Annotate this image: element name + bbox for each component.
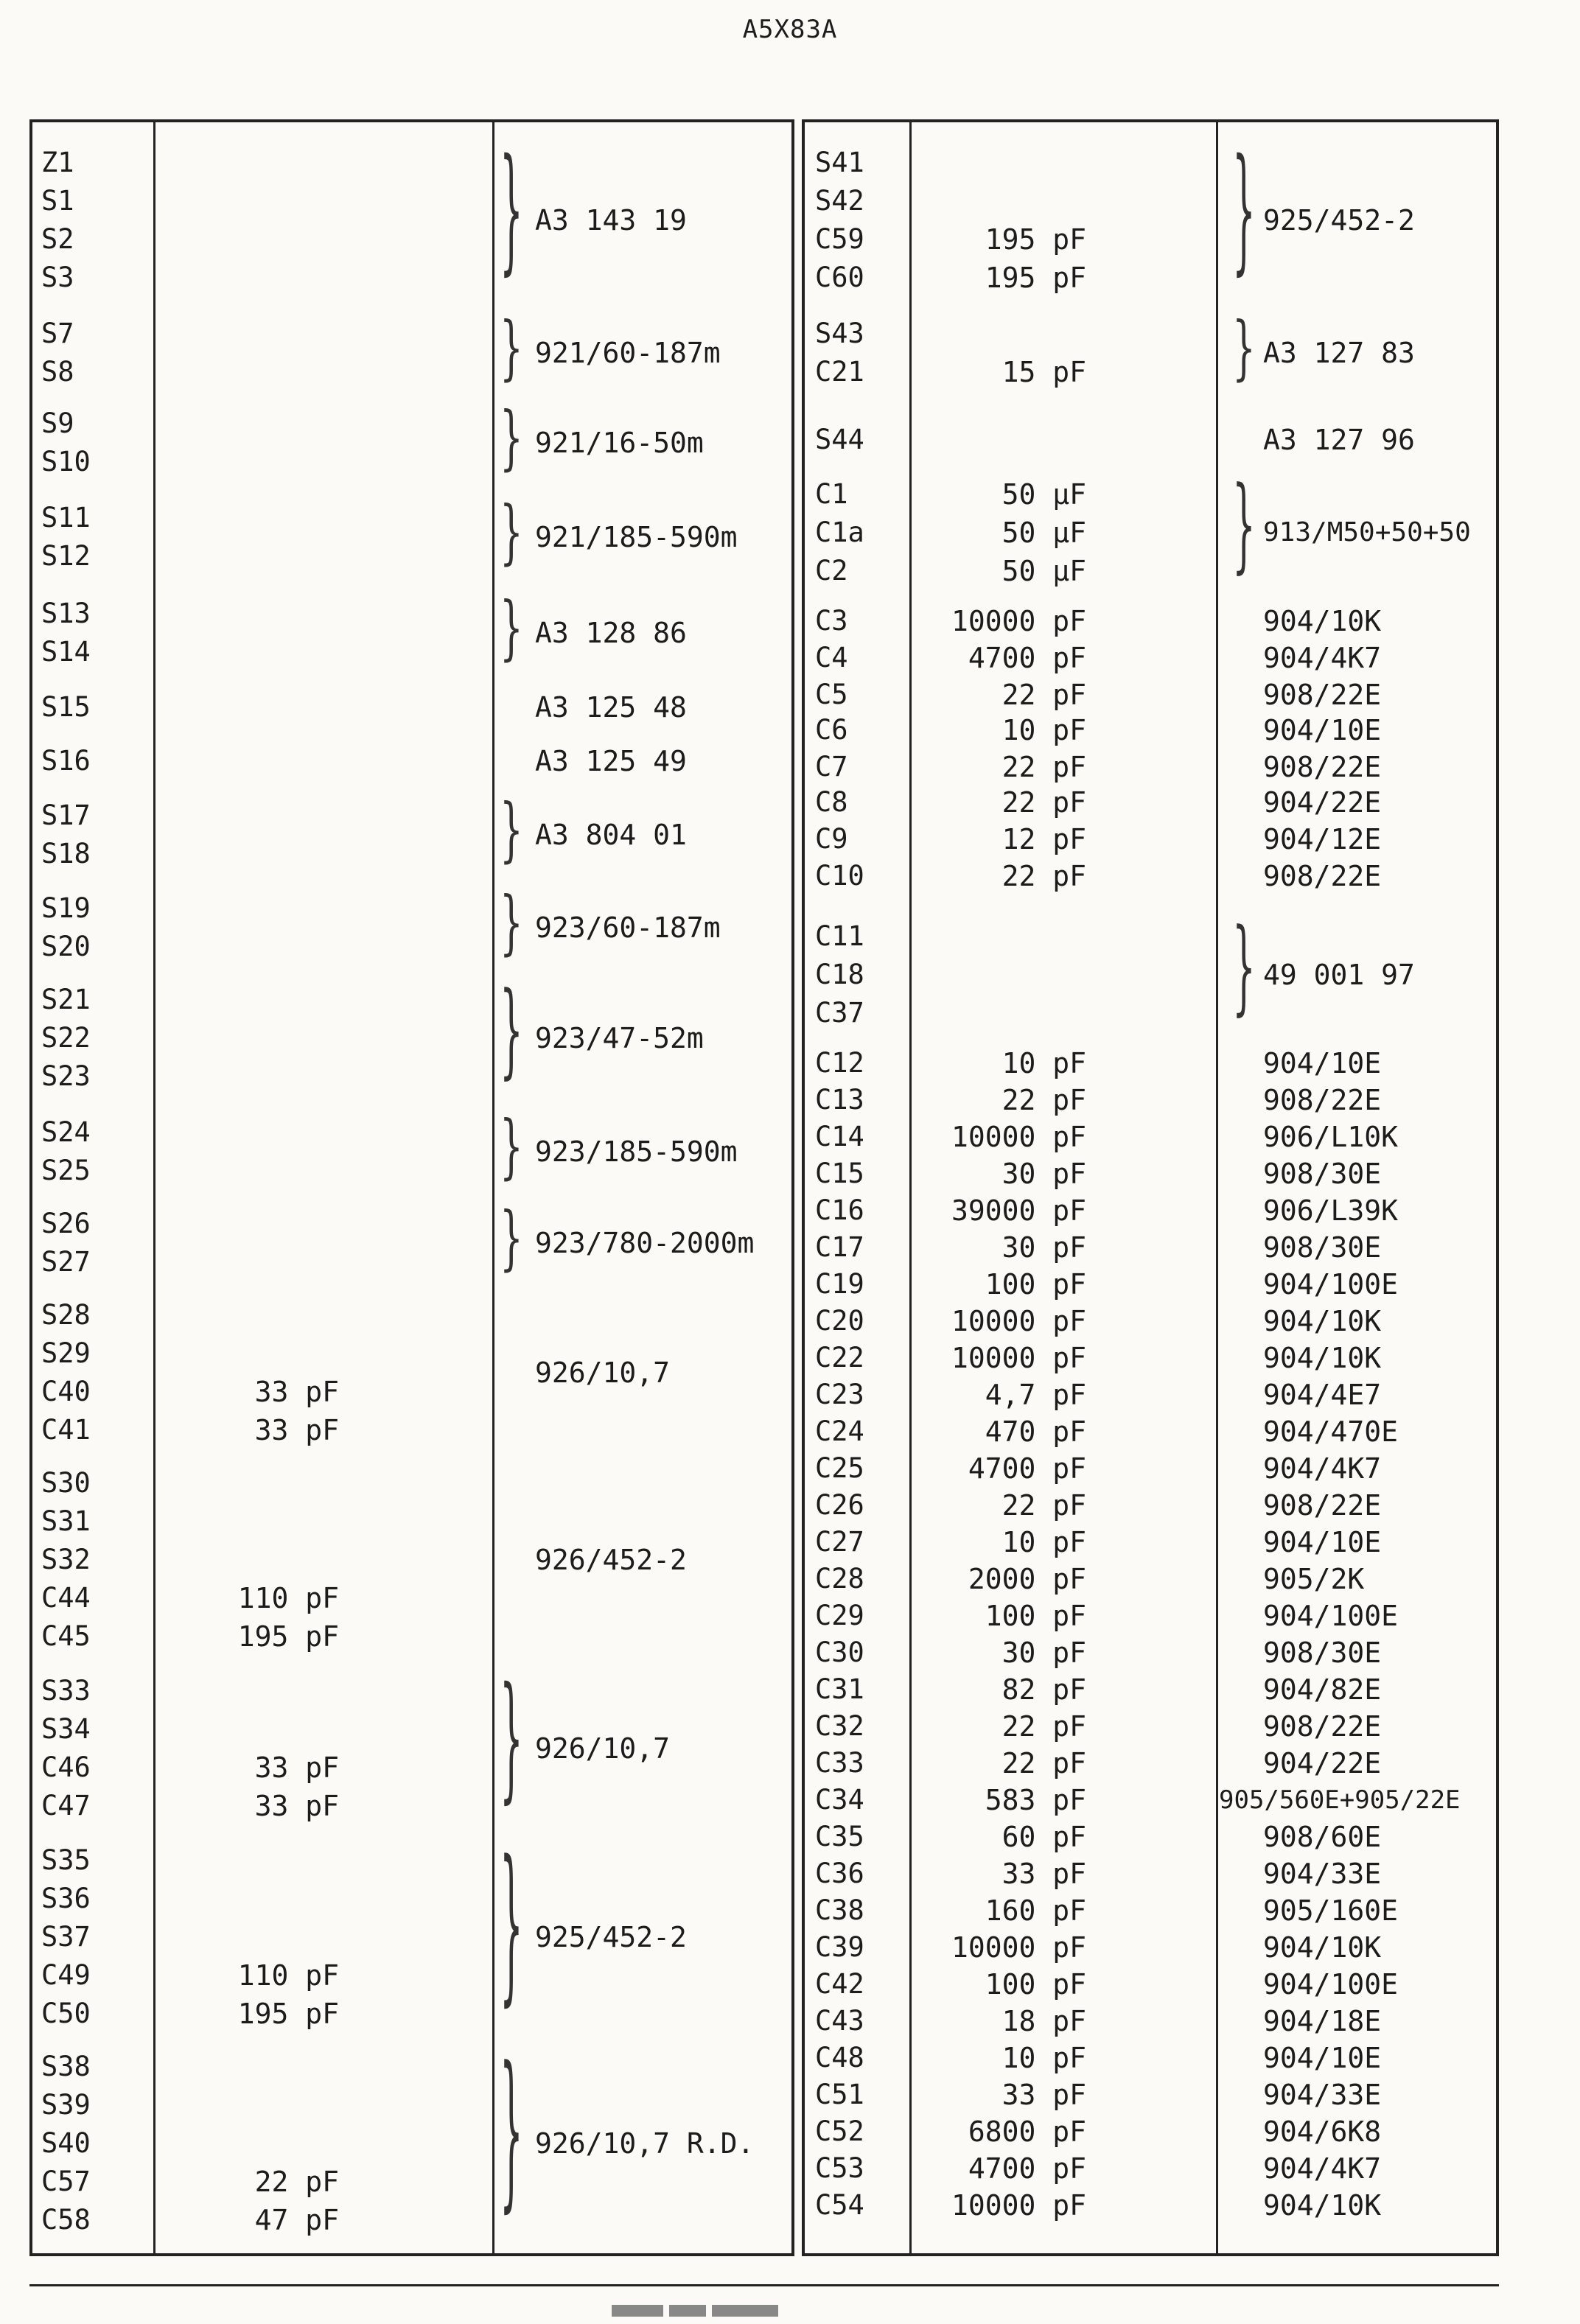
right-ref-cell: C53: [815, 2152, 864, 2184]
right-value-cell: 10 pF: [1002, 2042, 1086, 2074]
left-ref-cell: S2: [41, 223, 74, 255]
left-ref-cell: S24: [41, 1116, 91, 1148]
right-part-cell: 908/22E: [1263, 751, 1382, 783]
left-ref-cell: S19: [41, 892, 91, 924]
left-ref-cell: S31: [41, 1505, 91, 1537]
right-ref-cell: C22: [815, 1342, 864, 1373]
right-ref-cell: C52: [815, 2115, 864, 2147]
right-part-cell: 904/22E: [1263, 786, 1382, 819]
right-ref-cell: C8: [815, 786, 848, 818]
right-ref-cell: C51: [815, 2079, 864, 2110]
left-ref-cell: S11: [41, 502, 91, 533]
left-group-brace: }: [500, 1105, 523, 1187]
right-value-cell: 195 pF: [985, 223, 1086, 256]
left-group-brace: }: [500, 2031, 523, 2228]
left-part-cell: A3 125 48: [535, 691, 687, 724]
right-ref-cell: C6: [815, 714, 848, 746]
left-value-cell: 47 pF: [254, 2204, 339, 2236]
left-part-cell: 926/10,7 R.D.: [535, 2127, 755, 2160]
right-value-cell: 33 pF: [1002, 2079, 1086, 2111]
right-ref-cell: C37: [815, 997, 864, 1029]
left-ref-cell: C47: [41, 1790, 91, 1821]
left-part-cell: 923/60-187m: [535, 911, 721, 944]
left-part-cell: 926/10,7: [535, 1357, 671, 1389]
right-ref-cell: C10: [815, 860, 864, 892]
left-ref-cell: S29: [41, 1337, 91, 1369]
left-table-divider-2: [492, 121, 494, 2255]
left-part-cell: 923/185-590m: [535, 1135, 738, 1168]
left-value-cell: 110 pF: [237, 1959, 339, 1992]
right-part-cell: 904/10E: [1263, 714, 1382, 746]
left-ref-cell: S40: [41, 2127, 91, 2159]
left-part-cell: 921/16-50m: [535, 427, 704, 459]
right-value-cell: 50 µF: [1002, 517, 1086, 549]
right-part-cell: 904/4E7: [1263, 1379, 1382, 1411]
right-ref-cell: S43: [815, 318, 864, 349]
left-ref-cell: C45: [41, 1620, 91, 1652]
right-ref-cell: C42: [815, 1968, 864, 2000]
right-value-cell: 12 pF: [1002, 823, 1086, 855]
right-ref-cell: C29: [815, 1600, 864, 1631]
right-part-cell: 905/160E: [1263, 1894, 1399, 1927]
right-value-cell: 10000 pF: [951, 1342, 1086, 1374]
left-ref-cell: C44: [41, 1582, 91, 1614]
right-part-cell: 904/10K: [1263, 605, 1382, 637]
right-part-cell: 904/22E: [1263, 1747, 1382, 1779]
left-part-cell: 925/452-2: [535, 1921, 687, 1953]
left-ref-cell: S34: [41, 1713, 91, 1745]
left-ref-cell: S20: [41, 931, 91, 962]
right-value-cell: 22 pF: [1002, 1710, 1086, 1743]
left-ref-cell: S1: [41, 185, 74, 217]
right-ref-cell: S41: [815, 147, 864, 178]
left-group-brace: }: [500, 1659, 523, 1817]
right-table-divider-1: [909, 121, 912, 2255]
right-value-cell: 22 pF: [1002, 1747, 1086, 1779]
right-value-cell: 39000 pF: [951, 1194, 1086, 1227]
right-part-cell: 904/33E: [1263, 1858, 1382, 1890]
right-value-cell: 22 pF: [1002, 860, 1086, 892]
right-value-cell: 10 pF: [1002, 1526, 1086, 1558]
right-part-cell: 904/100E: [1263, 1600, 1399, 1632]
left-value-cell: 33 pF: [254, 1414, 339, 1446]
right-ref-cell: C34: [815, 1784, 864, 1816]
left-ref-cell: S36: [41, 1883, 91, 1914]
right-ref-cell: C2: [815, 555, 848, 587]
left-ref-cell: S38: [41, 2051, 91, 2082]
left-part-cell: A3 804 01: [535, 819, 687, 851]
left-group-brace: }: [500, 970, 523, 1090]
right-part-cell: 905/2K: [1263, 1563, 1365, 1595]
left-group-brace: }: [500, 1197, 523, 1278]
left-part-cell: A3 128 86: [535, 617, 687, 649]
left-ref-cell: S16: [41, 745, 91, 777]
right-value-cell: 30 pF: [1002, 1158, 1086, 1190]
left-ref-cell: C41: [41, 1414, 91, 1446]
right-part-cell: 904/10K: [1263, 2189, 1382, 2222]
right-ref-cell: C1: [815, 478, 848, 510]
left-ref-cell: S22: [41, 1022, 91, 1054]
left-ref-cell: S32: [41, 1544, 91, 1575]
right-part-cell: 904/4K7: [1263, 2152, 1382, 2185]
left-ref-cell: S7: [41, 318, 74, 349]
right-part-cell: 904/10E: [1263, 1526, 1382, 1558]
right-value-cell: 470 pF: [985, 1415, 1086, 1448]
right-value-cell: 30 pF: [1002, 1637, 1086, 1669]
left-ref-cell: S14: [41, 636, 91, 668]
right-part-cell: 904/10E: [1263, 1047, 1382, 1079]
left-ref-cell: S25: [41, 1155, 91, 1186]
left-ref-cell: S13: [41, 598, 91, 629]
right-value-cell: 22 pF: [1002, 751, 1086, 783]
right-part-cell: 908/30E: [1263, 1158, 1382, 1190]
left-value-cell: 33 pF: [254, 1376, 339, 1408]
right-group-brace: }: [1232, 906, 1256, 1026]
right-ref-cell: C5: [815, 679, 848, 710]
right-ref-cell: S42: [815, 185, 864, 217]
right-ref-cell: C33: [815, 1747, 864, 1779]
left-ref-cell: C46: [41, 1751, 91, 1783]
right-part-cell: 904/470E: [1263, 1415, 1399, 1448]
left-ref-cell: C50: [41, 1998, 91, 2029]
right-group-brace: }: [1232, 464, 1256, 584]
right-part-cell: A3 127 96: [1263, 424, 1415, 456]
right-part-cell: 908/60E: [1263, 1821, 1382, 1853]
right-value-cell: 82 pF: [1002, 1673, 1086, 1706]
right-part-cell: 904/10K: [1263, 1342, 1382, 1374]
right-ref-cell: C21: [815, 356, 864, 388]
right-ref-cell: C23: [815, 1379, 864, 1410]
right-value-cell: 10000 pF: [951, 605, 1086, 637]
left-value-cell: 195 pF: [237, 1998, 339, 2030]
left-ref-cell: S35: [41, 1844, 91, 1876]
right-part-cell: 904/18E: [1263, 2005, 1382, 2037]
right-ref-cell: C48: [815, 2042, 864, 2073]
left-part-cell: A3 125 49: [535, 745, 687, 777]
right-value-cell: 6800 pF: [968, 2115, 1086, 2148]
right-group-brace: }: [1232, 307, 1256, 388]
left-ref-cell: S9: [41, 407, 74, 439]
right-value-cell: 160 pF: [985, 1894, 1086, 1927]
left-ref-cell: S27: [41, 1246, 91, 1278]
right-ref-cell: C15: [815, 1158, 864, 1189]
right-value-cell: 10 pF: [1002, 1047, 1086, 1079]
bottom-rule: [29, 2284, 1499, 2286]
right-ref-cell: C7: [815, 751, 848, 783]
right-ref-cell: C39: [815, 1931, 864, 1963]
right-part-cell: 908/22E: [1263, 1084, 1382, 1116]
left-ref-cell: S12: [41, 540, 91, 572]
left-group-brace: }: [500, 307, 523, 388]
left-ref-cell: S18: [41, 838, 91, 869]
right-value-cell: 50 µF: [1002, 555, 1086, 587]
right-part-cell: A3 127 83: [1263, 337, 1415, 369]
right-ref-cell: C3: [815, 605, 848, 637]
left-ref-cell: S21: [41, 984, 91, 1015]
right-part-cell: 908/22E: [1263, 1489, 1382, 1522]
right-part-cell: 906/L39K: [1263, 1194, 1399, 1227]
right-part-cell: 913/M50+50+50: [1263, 517, 1471, 547]
left-part-cell: 923/780-2000m: [535, 1227, 755, 1259]
right-value-cell: 4700 pF: [968, 2152, 1086, 2185]
left-part-cell: 921/60-187m: [535, 337, 721, 369]
right-value-cell: 60 pF: [1002, 1821, 1086, 1853]
right-part-cell: 904/100E: [1263, 1968, 1399, 2001]
left-group-brace: }: [500, 587, 523, 668]
right-part-cell: 904/10K: [1263, 1305, 1382, 1337]
right-part-cell: 904/82E: [1263, 1673, 1382, 1706]
left-ref-cell: S8: [41, 356, 74, 388]
right-value-cell: 4700 pF: [968, 642, 1086, 674]
right-value-cell: 195 pF: [985, 262, 1086, 294]
bottom-stamp-mark: [612, 2305, 833, 2320]
right-value-cell: 10000 pF: [951, 1121, 1086, 1153]
right-value-cell: 30 pF: [1002, 1231, 1086, 1264]
right-part-cell: 904/33E: [1263, 2079, 1382, 2111]
right-value-cell: 22 pF: [1002, 1489, 1086, 1522]
right-value-cell: 22 pF: [1002, 786, 1086, 819]
left-ref-cell: Z1: [41, 147, 74, 178]
right-value-cell: 100 pF: [985, 1600, 1086, 1632]
left-group-brace: }: [500, 788, 523, 870]
left-ref-cell: S28: [41, 1299, 91, 1331]
right-part-cell: 905/560E+905/22E: [1219, 1785, 1461, 1815]
right-ref-cell: C25: [815, 1452, 864, 1484]
left-ref-cell: S33: [41, 1675, 91, 1707]
right-ref-cell: C18: [815, 959, 864, 990]
right-ref-cell: S44: [815, 424, 864, 455]
right-ref-cell: C19: [815, 1268, 864, 1300]
left-ref-cell: S37: [41, 1921, 91, 1953]
left-value-cell: 33 pF: [254, 1751, 339, 1784]
left-ref-cell: S10: [41, 446, 91, 477]
right-ref-cell: C38: [815, 1894, 864, 1926]
right-value-cell: 4,7 pF: [985, 1379, 1086, 1411]
right-ref-cell: C28: [815, 1563, 864, 1595]
left-ref-cell: S17: [41, 799, 91, 831]
right-part-cell: 904/12E: [1263, 823, 1382, 855]
right-value-cell: 18 pF: [1002, 2005, 1086, 2037]
right-ref-cell: C11: [815, 920, 864, 952]
right-part-cell: 908/22E: [1263, 679, 1382, 711]
right-part-cell: 908/22E: [1263, 1710, 1382, 1743]
right-value-cell: 2000 pF: [968, 1563, 1086, 1595]
right-group-brace: }: [1232, 130, 1256, 289]
right-value-cell: 10000 pF: [951, 1305, 1086, 1337]
left-group-brace: }: [500, 130, 523, 289]
right-ref-cell: C9: [815, 823, 848, 855]
right-value-cell: 10000 pF: [951, 2189, 1086, 2222]
right-ref-cell: C60: [815, 262, 864, 293]
left-ref-cell: S39: [41, 2089, 91, 2121]
right-ref-cell: C24: [815, 1415, 864, 1447]
right-part-cell: 904/10K: [1263, 1931, 1382, 1964]
right-table-divider-2: [1216, 121, 1218, 2255]
right-ref-cell: C35: [815, 1821, 864, 1852]
right-part-cell: 906/L10K: [1263, 1121, 1399, 1153]
right-part-cell: 908/30E: [1263, 1231, 1382, 1264]
right-ref-cell: C16: [815, 1194, 864, 1226]
left-group-brace: }: [500, 881, 523, 963]
right-ref-cell: C31: [815, 1673, 864, 1705]
right-value-cell: 15 pF: [1002, 356, 1086, 388]
right-ref-cell: C43: [815, 2005, 864, 2037]
right-part-cell: 904/4K7: [1263, 642, 1382, 674]
left-group-brace: }: [500, 1825, 523, 2022]
right-value-cell: 4700 pF: [968, 1452, 1086, 1485]
right-ref-cell: C14: [815, 1121, 864, 1152]
right-value-cell: 100 pF: [985, 1268, 1086, 1301]
left-ref-cell: S15: [41, 691, 91, 723]
right-part-cell: 908/30E: [1263, 1637, 1382, 1669]
left-ref-cell: C57: [41, 2166, 91, 2197]
left-value-cell: 195 pF: [237, 1620, 339, 1653]
right-ref-cell: C1a: [815, 517, 864, 548]
right-value-cell: 10000 pF: [951, 1931, 1086, 1964]
right-value-cell: 33 pF: [1002, 1858, 1086, 1890]
left-part-cell: 926/10,7: [535, 1732, 671, 1765]
left-table-divider-1: [153, 121, 155, 2255]
left-ref-cell: S3: [41, 262, 74, 293]
right-ref-cell: C54: [815, 2189, 864, 2221]
left-part-cell: A3 143 19: [535, 204, 687, 237]
left-group-brace: }: [500, 491, 523, 573]
right-part-cell: 904/4K7: [1263, 1452, 1382, 1485]
right-ref-cell: C13: [815, 1084, 864, 1116]
right-ref-cell: C12: [815, 1047, 864, 1079]
left-part-cell: 921/185-590m: [535, 521, 738, 553]
document-title: A5X83A: [742, 15, 838, 44]
left-ref-cell: S23: [41, 1060, 91, 1092]
right-value-cell: 100 pF: [985, 1968, 1086, 2001]
right-ref-cell: C59: [815, 223, 864, 255]
right-ref-cell: C4: [815, 642, 848, 673]
right-ref-cell: C30: [815, 1637, 864, 1668]
left-ref-cell: C49: [41, 1959, 91, 1991]
right-value-cell: 10 pF: [1002, 714, 1086, 746]
right-ref-cell: C20: [815, 1305, 864, 1337]
right-value-cell: 583 pF: [985, 1784, 1086, 1816]
left-group-brace: }: [500, 396, 523, 478]
right-ref-cell: C32: [815, 1710, 864, 1742]
right-part-cell: 904/100E: [1263, 1268, 1399, 1301]
right-value-cell: 22 pF: [1002, 1084, 1086, 1116]
right-part-cell: 925/452-2: [1263, 204, 1415, 237]
left-part-cell: 923/47-52m: [535, 1022, 704, 1054]
left-ref-cell: S30: [41, 1467, 91, 1499]
right-value-cell: 22 pF: [1002, 679, 1086, 711]
left-ref-cell: C40: [41, 1376, 91, 1407]
right-value-cell: 50 µF: [1002, 478, 1086, 511]
left-value-cell: 33 pF: [254, 1790, 339, 1822]
left-ref-cell: C58: [41, 2204, 91, 2236]
right-part-cell: 908/22E: [1263, 860, 1382, 892]
right-ref-cell: C26: [815, 1489, 864, 1521]
left-value-cell: 110 pF: [237, 1582, 339, 1614]
right-ref-cell: C36: [815, 1858, 864, 1889]
right-part-cell: 904/10E: [1263, 2042, 1382, 2074]
left-part-cell: 926/452-2: [535, 1544, 687, 1576]
right-ref-cell: C17: [815, 1231, 864, 1263]
right-ref-cell: C27: [815, 1526, 864, 1558]
right-part-cell: 904/6K8: [1263, 2115, 1382, 2148]
left-value-cell: 22 pF: [254, 2166, 339, 2198]
left-ref-cell: S26: [41, 1208, 91, 1239]
right-part-cell: 49 001 97: [1263, 959, 1415, 991]
